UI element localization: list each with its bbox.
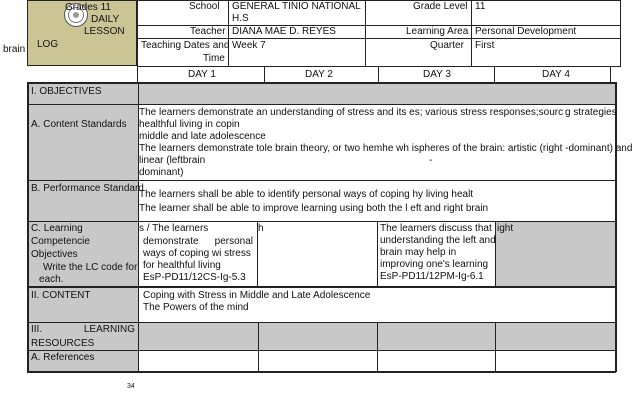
content-standards-label: A. Content Standards xyxy=(31,119,127,130)
quarter-label: Quarter xyxy=(430,40,464,51)
content-standard-line-5b: - xyxy=(429,155,433,166)
content-line-1: Coping with Stress in Middle and Late Adolescence xyxy=(143,290,371,301)
objectives-heading: I. OBJECTIVES xyxy=(31,86,102,97)
day-2-header: DAY 2 xyxy=(305,69,333,80)
performance-standard-label: B. Performance Standard xyxy=(31,183,144,194)
day-3-competency-line-4: improving one's learning xyxy=(380,259,489,270)
grade-level-value: 11 xyxy=(475,1,486,12)
page-number: 34 xyxy=(127,383,135,390)
quarter-value: First xyxy=(475,40,495,51)
day-1-competency-line-2: demonstrate personal xyxy=(143,236,253,247)
content-standard-line-2: healthful living in copin xyxy=(139,119,240,130)
learning-area-value: Personal Development xyxy=(475,26,577,37)
day-2-competency-fragment: h xyxy=(258,223,264,234)
day-1-competency-line-4: for healthful living xyxy=(143,260,221,271)
dll-title-block xyxy=(27,0,137,66)
content-standard-line-6: dominant) xyxy=(139,167,184,178)
day-3-competency-line-2: understanding the left and xyxy=(380,235,496,246)
performance-standard-line-2: The learner shall be able to improve learning using both the l eft and right brain xyxy=(139,203,489,214)
day-1-competency-line-3: ways of coping wi stress xyxy=(143,248,251,259)
teacher-value: DIANA MAE D. REYES xyxy=(232,26,336,37)
competencies-label-4: Write the LC code for xyxy=(43,262,138,273)
content-standard-line-1: The learners demonstrate an understanding of stress and its es; various stress responses;sourc xyxy=(139,107,564,118)
resources-heading-cont: RESOURCES xyxy=(31,338,95,349)
teaching-time-label: Time xyxy=(203,53,225,64)
day-1-competency-line-1: s / The learners xyxy=(139,223,209,234)
references-label: A. References xyxy=(31,352,95,363)
competencies-label-5: each. xyxy=(39,274,64,285)
learning-area-label: Learning Area xyxy=(406,26,469,37)
school-label: School xyxy=(189,1,220,12)
grade-level-label: Grade Level xyxy=(413,1,468,12)
performance-standard-line-1: The learners shall be able to identify personal ways of coping hy living healt xyxy=(139,189,474,200)
teaching-dates-value: Week 7 xyxy=(232,40,266,51)
content-standards-label-bg xyxy=(29,105,138,180)
day-1-competency-code: EsP-PD11/12CS-Ig-5.3 xyxy=(143,272,246,283)
grades-label: Grades 11 xyxy=(65,2,111,13)
day-4-competency-fragment: ight xyxy=(497,223,514,234)
content-standard-line-4: The learners demonstrate tole brain theory, or two hemhe wh ispheres of the brain: artistic (right -dominant) and xyxy=(139,143,633,154)
day-3-competency-code: EsP-PD11/12PM-Ig-6.1 xyxy=(380,271,484,282)
daily-label: DAILY xyxy=(91,14,120,25)
day-1-header: DAY 1 xyxy=(188,69,216,80)
resources-heading: III. LEARNING xyxy=(31,324,135,335)
competencies-label-2: Competencie xyxy=(31,236,90,247)
content-standard-line-5: linear (leftbrain xyxy=(139,155,206,166)
competencies-label-1: C. Learning xyxy=(31,223,83,234)
content-standard-line-3: middle and late adolescence xyxy=(139,131,266,142)
margin-note: brain xyxy=(3,44,26,55)
content-line-2: The Powers of the mind xyxy=(143,302,249,313)
day-3-header: DAY 3 xyxy=(423,69,451,80)
competencies-label-3: Objectives xyxy=(31,249,78,260)
content-heading: II. CONTENT xyxy=(31,290,91,301)
objectives-row-bg xyxy=(29,84,615,104)
lesson-label: LESSON xyxy=(84,26,125,37)
content-standard-line-1b: g strategies xyxy=(565,107,617,118)
school-value: GENERAL TINIO NATIONAL xyxy=(232,1,361,12)
day-3-competency-line-1: The learners discuss that xyxy=(380,223,492,234)
teacher-label: Teacher xyxy=(190,26,226,37)
day-4-competency-bg xyxy=(496,222,615,286)
day-3-competency-line-3: brain may help in xyxy=(380,247,457,258)
school-value-cont: H.S xyxy=(232,13,249,24)
teaching-dates-label: Teaching Dates and xyxy=(141,40,230,51)
log-label: LOG xyxy=(37,39,59,50)
day-4-header: DAY 4 xyxy=(542,69,570,80)
